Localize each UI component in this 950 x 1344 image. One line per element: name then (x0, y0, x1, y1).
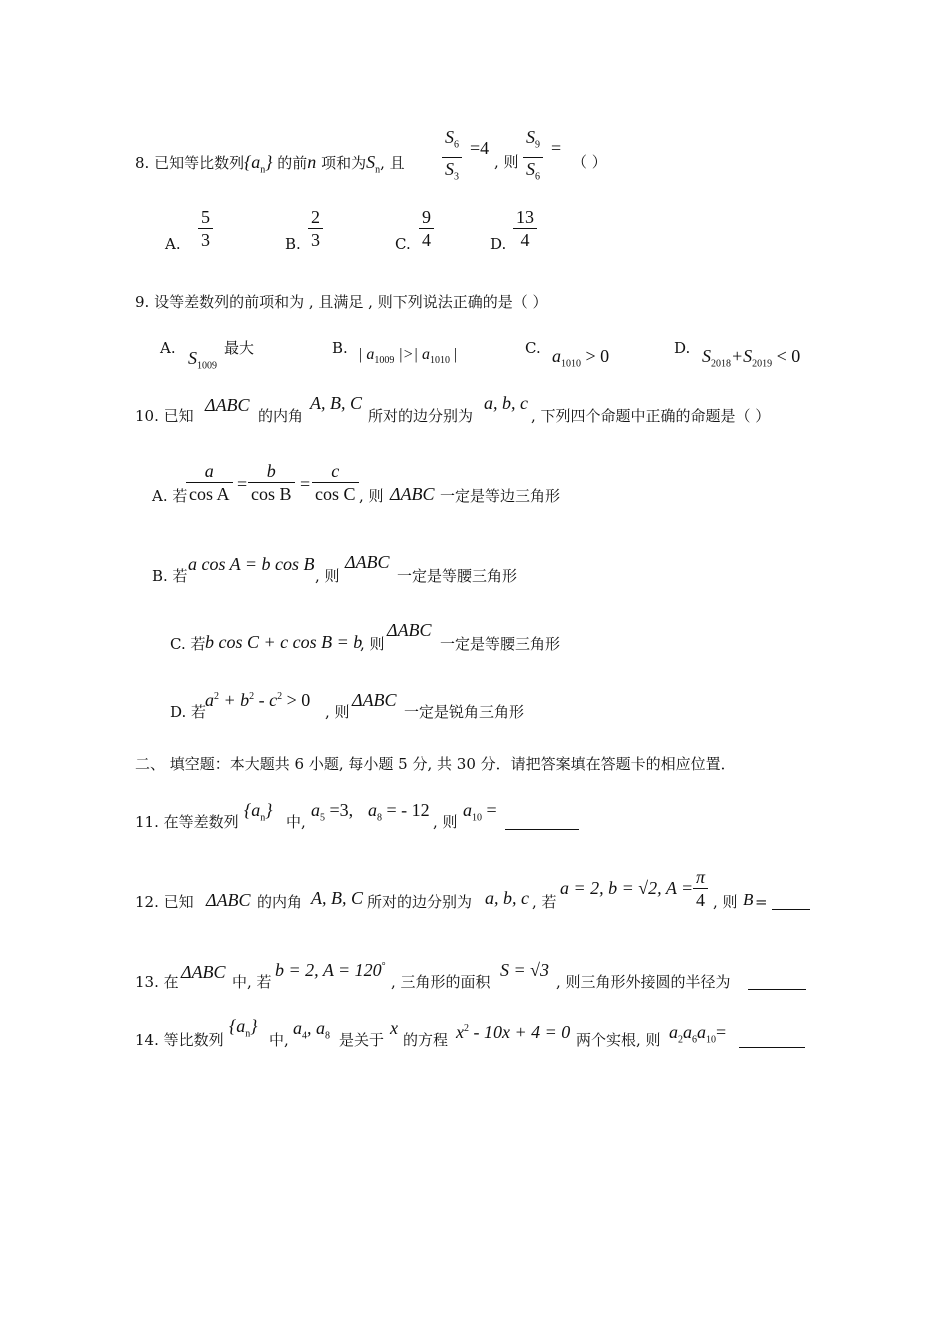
q8-eq4: =4 (470, 138, 490, 158)
q12-answer-blank[interactable] (772, 895, 810, 910)
q8-fraction-s9-s6: $\frac{S_9}{S_6}$ (523, 126, 543, 188)
q13-answer-blank[interactable] (748, 975, 806, 990)
question-12: 12. 已知 ΔABC 的内角 A, B, C 所对的边分别为 a, b, c , 若 a = 2, b = √2, A = $\frac{\pi}{4}$ , 则 B = (135, 866, 825, 916)
q10-triangle: ΔABC (205, 395, 250, 415)
q10-option-c[interactable]: C. 若 b cos C + c cos B = b , 则 ΔABC 一定是等腰三角形 (170, 620, 561, 653)
question-9-stem: 9. 设等差数列的前项和为 , 且满足 , 则下列说法正确的是（ ） (135, 293, 548, 311)
question-11: 11. 在等差数列 $\{a_n\}$ 中, $a_5 =3$, $a_8$ = - 12 , 则 $a_{10}$ = (135, 796, 595, 836)
q8-stem: 8. 已知等比数列 (135, 154, 245, 172)
q10-option-a[interactable]: A. 若 $\frac{a}{\text{cos A}}$ = $\frac{b}{\text{cos B}}$ = $\frac{c}{\text{cos C}}$ , 则 ΔABC 一定是等边三角形 (152, 461, 561, 505)
q11-answer-blank[interactable] (505, 815, 579, 830)
question-10-stem: 10. 已知 (135, 407, 194, 425)
question-13: 13. 在 ΔABC 中, 若 b = 2, A = 120° , 三角形的面积 S = √3 , 则三角形外接圆的半径为 (135, 958, 825, 998)
q10-option-d[interactable]: D. 若 $a^2 + b^2 - c^2 > 0$ , 则 ΔABC 一定是锐角三角形 (170, 690, 525, 721)
section-2-heading: 二、 填空题：本大题共 6 小题, 每小题 5 分, 共 30 分．请把答案填在答题卡的相应位置． (135, 755, 736, 773)
q8-answer-paren: （ ） (572, 153, 607, 171)
q10-option-b[interactable]: B. 若 a cos A = b cos B , 则 ΔABC 一定是等腰三角形 (152, 552, 518, 585)
question-14: 14. 等比数列 $\{a_n\}$ 中, $a_4$, $a_8$ 是关于 x 的方程 $x^2 - 10x + 4 = 0$ 两个实根, 则 $a_2a_6a_{10}=$ (135, 1016, 825, 1056)
q14-answer-blank[interactable] (739, 1033, 805, 1048)
q8-fraction-s6-s3: $\frac{S_6}{S_3}$ (442, 126, 462, 188)
q8-sequence: $\{a_n\}$ (244, 152, 273, 176)
question-8: 8. 已知等比数列$\{a_n\}$ 的前n 项和为$S_n$, 且 (135, 152, 405, 176)
